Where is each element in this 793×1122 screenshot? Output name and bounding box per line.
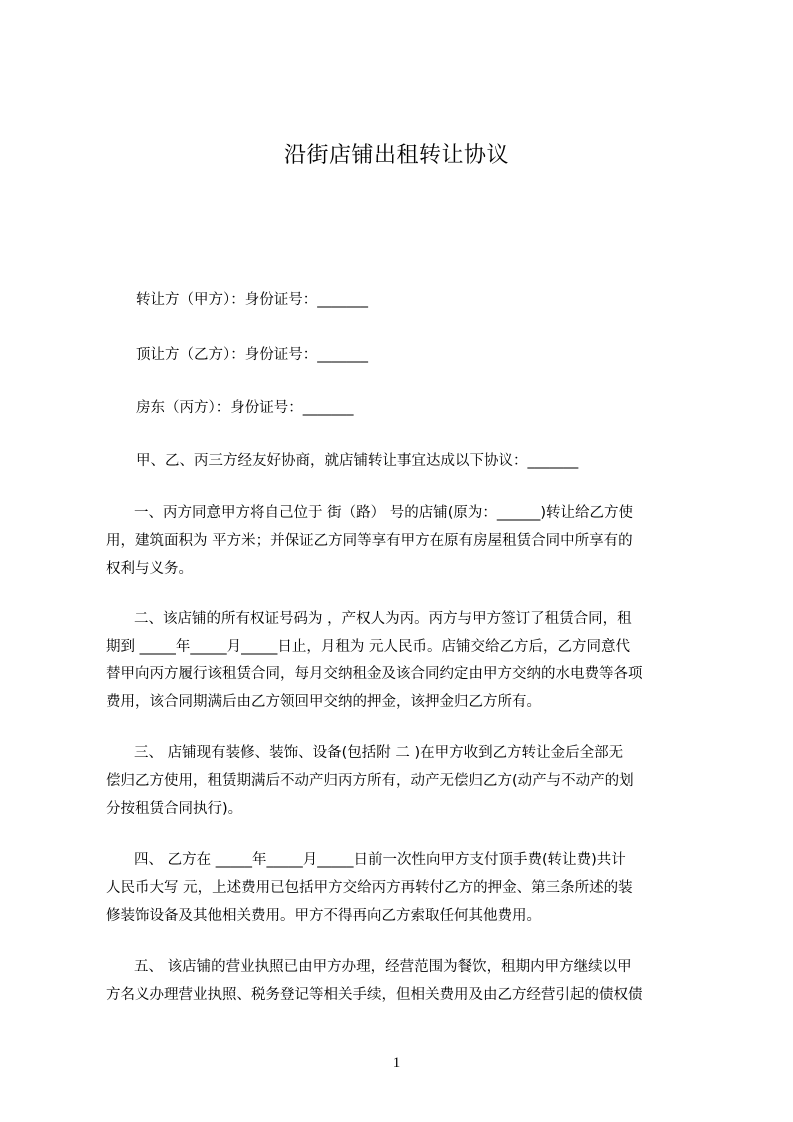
clause2-line: 费用，该合同期满后由乙方领回甲交纳的押金，该押金归乙方所有。 — [106, 694, 541, 710]
clause2-line: 二、该店铺的所有权证号码为 ，产权人为丙。丙方与甲方签订了租赁合同，租 — [134, 611, 632, 627]
clause3-line: 三、 店铺现有装修、装饰、设备(包括附 二 )在甲方收到乙方转让金后全部无 — [134, 745, 624, 761]
clause2-line: 替甲向丙方履行该租赁合同，每月交纳租金及该合同约定由甲方交纳的水电费等各项 — [106, 666, 643, 682]
clause3-line: 分按租赁合同执行)。 — [106, 801, 243, 817]
clause4-line: 人民币大写 元，上述费用已包括甲方交给丙方再转付乙方的押金、第三条所述的装 — [106, 880, 633, 896]
clause5-line: 五、 该店铺的营业执照已由甲方办理，经营范围为餐饮，租期内甲方继续以甲 — [134, 959, 632, 975]
clause1-line: 权利与义务。 — [106, 561, 193, 577]
party-c-line: 房东（丙方）：身份证号：_______ — [136, 400, 354, 416]
party-a-line: 转让方（甲方）：身份证号：_______ — [136, 292, 368, 308]
clause1-line: 一、丙方同意甲方将自己位于 街（路） 号的店铺(原为：______)转让给乙方使 — [134, 505, 634, 521]
clause3-line: 偿归乙方使用，租赁期满后不动产归丙方所有，动产无偿归乙方(动产与不动产的划 — [106, 773, 634, 789]
page-number: 1 — [392, 1055, 401, 1071]
document-title: 沿街店铺出租转让协议 — [283, 143, 509, 168]
preamble-line: 甲、乙、丙三方经友好协商，就店铺转让事宜达成以下协议：_______ — [136, 453, 579, 469]
clause4-line: 四、 乙方在 _____年_____月_____日前一次性向甲方支付顶手费(转让费)共计 — [134, 852, 626, 868]
clause4-line: 修装饰设备及其他相关费用。甲方不得再向乙方索取任何其他费用。 — [106, 908, 541, 924]
clause1-line: 用，建筑面积为 平方米；并保证乙方同等享有甲方在原有房屋租赁合同中所享有的 — [106, 533, 633, 549]
clause2-line: 期到 _____年_____月_____日止，月租为 元人民币。店铺交给乙方后，乙方同意代 — [106, 639, 630, 655]
clause5-line: 方名义办理营业执照、税务登记等相关手续，但相关费用及由乙方经营引起的债权债 — [106, 987, 643, 1003]
party-b-line: 顶让方（乙方）：身份证号：_______ — [136, 347, 368, 363]
